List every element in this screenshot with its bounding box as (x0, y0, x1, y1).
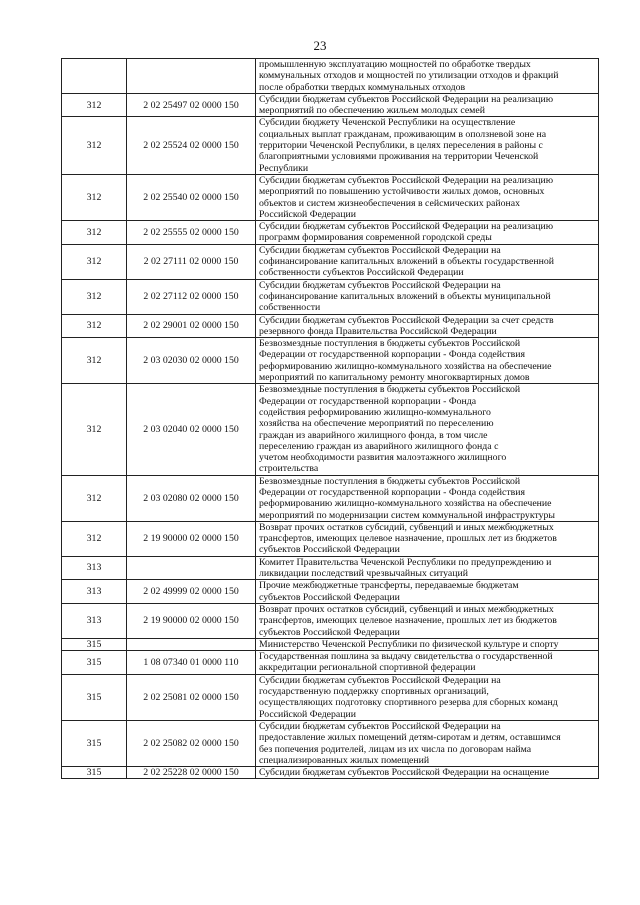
description-line: граждан из аварийного жилищного фонда, в том числе (259, 429, 488, 441)
description-line: Субсидии бюджетам субъектов Российской Федерации на (259, 720, 501, 732)
table-row (62, 720, 599, 766)
description-cell (256, 638, 599, 650)
page-number: 23 (313, 38, 327, 53)
table-row (62, 221, 599, 245)
budget-code-cell (127, 59, 256, 94)
description-cell (256, 384, 599, 475)
description-cell (256, 117, 599, 174)
description-line: Безвозмездные поступления в бюджеты субъектов Российской (259, 338, 521, 350)
description-line: реформированию жилищно-коммунального хозяйства на обеспечение (259, 360, 552, 372)
description-line: мероприятий по повышению устойчивости жилых домов, основных (259, 186, 545, 198)
table-row (62, 338, 599, 384)
budget-code-cell: 2 03 02080 02 0000 150 (127, 475, 256, 521)
admin-code-cell: 312 (62, 174, 127, 220)
admin-code-cell: 315 (62, 651, 127, 675)
description-line: без попечения родителей, лицам из их числа по договорам найма (259, 743, 532, 755)
table-row (62, 93, 599, 117)
budget-code-cell: 2 02 25228 02 0000 150 (127, 767, 256, 779)
admin-code-cell: 312 (62, 338, 127, 384)
description-line: содействия реформированию жилищно-коммунального (259, 406, 491, 418)
table-row (62, 767, 599, 779)
table-row (62, 638, 599, 650)
table-row (62, 580, 599, 604)
admin-code-cell: 315 (62, 674, 127, 720)
description-line: Субсидии бюджетам субъектов Российской Федерации на реализацию (259, 221, 554, 233)
description-cell (256, 221, 599, 245)
admin-code-cell: 312 (62, 521, 127, 556)
budget-code-cell: 2 02 25081 02 0000 150 (127, 674, 256, 720)
description-line: учетом необходимости развития малоэтажного жилищного (259, 452, 507, 464)
description-line: Российской Федерации (259, 208, 356, 220)
budget-code-cell: 2 02 25497 02 0000 150 (127, 93, 256, 117)
table-row (62, 279, 599, 314)
table-row (62, 174, 599, 220)
admin-code-cell: 312 (62, 93, 127, 117)
description-line: предоставление жилых помещений детям-сиротам и детям, оставшимся (259, 732, 561, 744)
description-line: Субсидии бюджетам субъектов Российской Федерации на (259, 244, 501, 256)
description-line: промышленную эксплуатацию мощностей по обработке твердых (259, 59, 531, 70)
description-line: реформированию жилищно-коммунального хозяйства на обеспечение (259, 498, 552, 510)
description-line: аккредитации региональной спортивной федерации (259, 662, 476, 674)
description-cell (256, 556, 599, 580)
description-cell (256, 314, 599, 338)
admin-code-cell: 312 (62, 314, 127, 338)
table-row (62, 521, 599, 556)
table-row (62, 475, 599, 521)
description-cell (256, 651, 599, 675)
description-line: Республики (259, 162, 309, 174)
description-cell (256, 767, 599, 779)
description-line: благоприятными условиями проживания на территории Чеченской (259, 151, 539, 163)
admin-code-cell: 315 (62, 767, 127, 779)
description-line: Субсидии бюджетам субъектов Российской Федерации на оснащение (259, 767, 549, 779)
description-cell (256, 338, 599, 384)
admin-code-cell: 312 (62, 279, 127, 314)
budget-code-cell: 2 19 90000 02 0000 150 (127, 603, 256, 638)
description-line: субъектов Российской Федерации (259, 626, 400, 638)
description-line: Безвозмездные поступления в бюджеты субъектов Российской (259, 384, 521, 396)
description-line: Государственная пошлина за выдачу свидетельства о государственной (259, 651, 553, 663)
description-line: Федерации от государственной корпорации - Фонда содействия (259, 486, 526, 498)
description-line: территории Чеченской Республики, в целях переселения в районы с (259, 140, 543, 152)
description-line: Министерство Чеченской Республики по физической культуре и спорту (259, 638, 559, 650)
admin-code-cell: 315 (62, 720, 127, 766)
description-line: Российской Федерации (259, 708, 356, 720)
budget-code-cell: 2 03 02040 02 0000 150 (127, 384, 256, 475)
table-row (62, 556, 599, 580)
description-cell (256, 174, 599, 220)
description-cell (256, 720, 599, 766)
budget-code-cell: 2 02 27111 02 0000 150 (127, 244, 256, 279)
description-line: Комитет Правительства Чеченской Республики по предупреждению и (259, 556, 552, 568)
description-cell (256, 244, 599, 279)
description-line: объектов и систем жизнеобеспечения в сейсмических районах (259, 197, 520, 209)
description-line: государственную поддержку спортивных организаций, (259, 686, 489, 698)
description-line: субъектов Российской Федерации (259, 591, 400, 603)
table-row (62, 603, 599, 638)
budget-code-cell: 2 02 25524 02 0000 150 (127, 117, 256, 174)
table-row (62, 59, 599, 94)
table-row (62, 244, 599, 279)
admin-code-cell: 313 (62, 556, 127, 580)
description-line: Субсидии бюджетам субъектов Российской Федерации на реализацию (259, 174, 554, 186)
description-line: софинансирование капитальных вложений в объекты государственной (259, 256, 554, 268)
description-line: ликвидации последствий чрезвычайных ситуаций (259, 568, 468, 580)
description-line: мероприятий по модернизации систем коммунальной инфраструктуры (259, 509, 555, 521)
description-line: Безвозмездные поступления в бюджеты субъектов Российской (259, 475, 521, 487)
description-line: Возврат прочих остатков субсидий, субвенций и иных межбюджетных (259, 521, 554, 533)
admin-code-cell: 313 (62, 580, 127, 604)
admin-code-cell: 313 (62, 603, 127, 638)
admin-code-cell (62, 59, 127, 94)
description-line: мероприятий по обеспечению жильем молодых семей (259, 105, 485, 117)
admin-code-cell: 312 (62, 475, 127, 521)
description-cell (256, 580, 599, 604)
description-line: Субсидии бюджетам субъектов Российской Федерации на (259, 279, 501, 291)
description-cell (256, 521, 599, 556)
description-line: резервного фонда Правительства Российской Федерации (259, 325, 497, 337)
description-line: переселению граждан из аварийного жилищного фонда с (259, 440, 499, 452)
budget-code-cell: 2 02 25555 02 0000 150 (127, 221, 256, 245)
description-cell (256, 59, 599, 94)
description-line: софинансирование капитальных вложений в объекты муниципальной (259, 290, 551, 302)
description-line: субъектов Российской Федерации (259, 544, 400, 556)
description-line: Субсидии бюджетам субъектов Российской Федерации за счет средств (259, 314, 554, 326)
description-line: строительства (259, 463, 319, 475)
budget-code-cell: 2 02 25082 02 0000 150 (127, 720, 256, 766)
description-line: Федерации от государственной корпорации - Фонда (259, 395, 477, 407)
budget-code-cell: 2 02 25540 02 0000 150 (127, 174, 256, 220)
description-line: Прочие межбюджетные трансферты, передаваемые бюджетам (259, 580, 519, 592)
description-line: собственности (259, 302, 321, 314)
budget-code-cell: 2 03 02030 02 0000 150 (127, 338, 256, 384)
description-cell (256, 603, 599, 638)
admin-code-cell: 312 (62, 244, 127, 279)
description-line: трансфертов, имеющих целевое назначение, прошлых лет из бюджетов (259, 533, 557, 545)
table-row (62, 384, 599, 475)
description-line: трансфертов, имеющих целевое назначение, прошлых лет из бюджетов (259, 615, 557, 627)
description-cell (256, 475, 599, 521)
description-line: специализированных жилых помещений (259, 754, 430, 766)
description-cell (256, 93, 599, 117)
budget-code-cell (127, 556, 256, 580)
description-line: Субсидии бюджетам субъектов Российской Федерации на реализацию (259, 93, 554, 105)
admin-code-cell: 312 (62, 221, 127, 245)
description-line: Возврат прочих остатков субсидий, субвенций и иных межбюджетных (259, 603, 554, 615)
budget-codes-table (61, 58, 599, 779)
description-line: собственности субъектов Российской Федерации (259, 267, 464, 279)
admin-code-cell: 312 (62, 117, 127, 174)
table-row (62, 314, 599, 338)
description-line: после обработки твердых коммунальных отходов (259, 81, 466, 93)
budget-code-cell: 1 08 07340 01 0000 110 (127, 651, 256, 675)
description-line: Субсидии бюджету Чеченской Республики на осуществление (259, 117, 516, 129)
description-line: Федерации от государственной корпорации - Фонда содействия (259, 349, 526, 361)
description-cell (256, 674, 599, 720)
description-line: социальных выплат гражданам, проживающим в оползневой зоне на (259, 128, 547, 140)
budget-code-cell: 2 19 90000 02 0000 150 (127, 521, 256, 556)
description-cell (256, 279, 599, 314)
budget-code-cell: 2 02 29001 02 0000 150 (127, 314, 256, 338)
budget-code-cell: 2 02 27112 02 0000 150 (127, 279, 256, 314)
table-row (62, 651, 599, 675)
description-line: программ формирования современной городской среды (259, 232, 492, 244)
description-line: осуществляющих подготовку спортивного резерва для сборных команд (259, 697, 558, 709)
table-row (62, 674, 599, 720)
budget-code-cell (127, 638, 256, 650)
admin-code-cell: 312 (62, 384, 127, 475)
description-line: мероприятий по капитальному ремонту многоквартирных домов (259, 372, 530, 384)
description-line: хозяйства на обеспечение мероприятий по переселению (259, 418, 494, 430)
table-row (62, 117, 599, 174)
description-line: Субсидии бюджетам субъектов Российской Федерации на (259, 674, 501, 686)
description-line: коммунальных отходов и мощностей по утилизации отходов и фракций (259, 70, 559, 82)
admin-code-cell: 315 (62, 638, 127, 650)
budget-code-cell: 2 02 49999 02 0000 150 (127, 580, 256, 604)
